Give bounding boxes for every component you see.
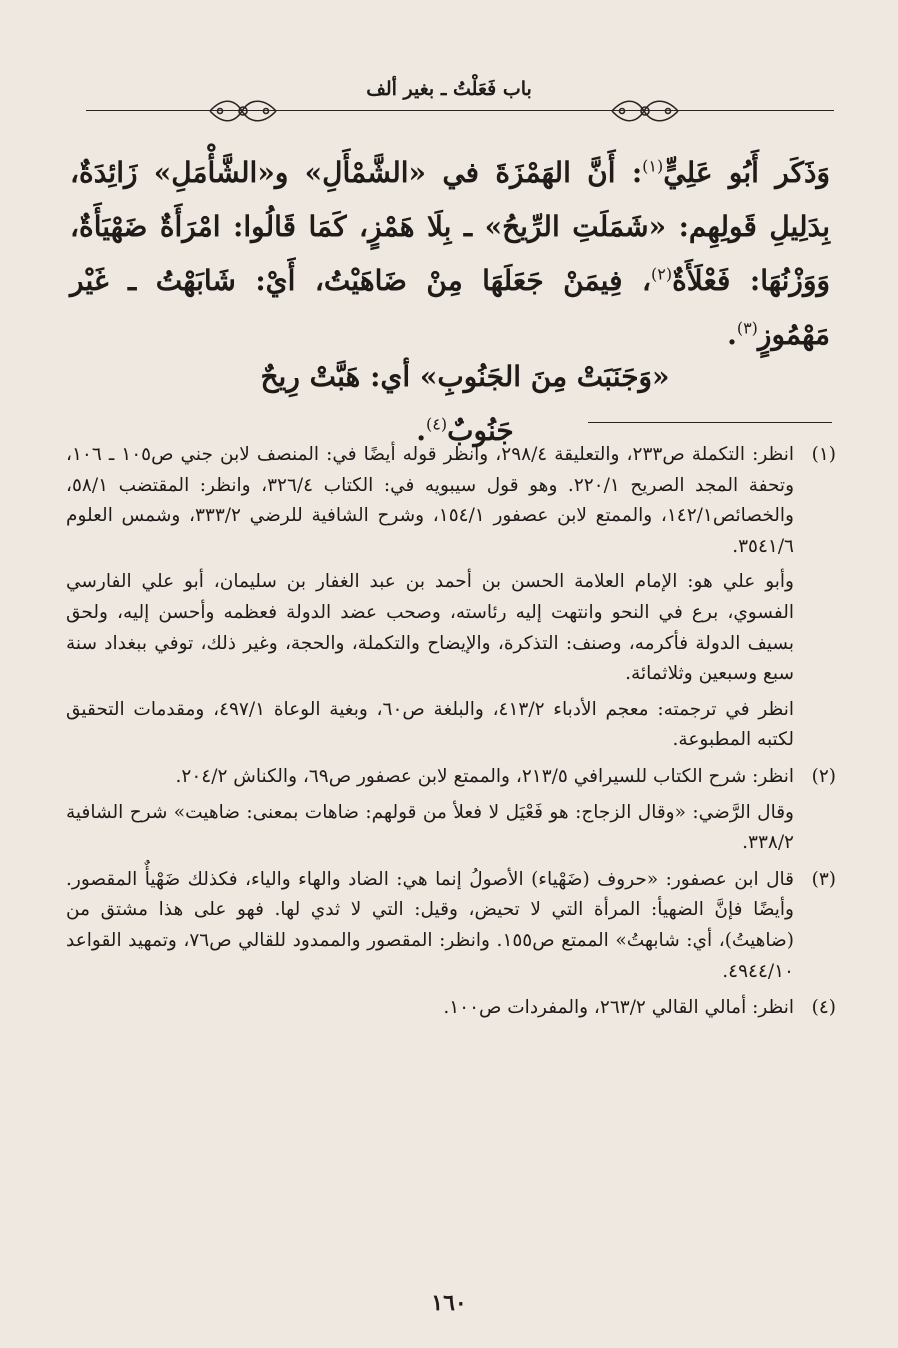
text-segment: «وَجَنَبَتْ مِنَ الجَنُوبِ» أي: هَبَّتْ رِيحٌ جَنُوبٌ: [260, 360, 670, 447]
footnote-paragraph: وقال الرَّضي: «وقال الزجاج: هو فَعْيَل لا فعلأ من قولهم: ضاهات بمعنى: ضاهيت» شرح الشافية ٣٣٨/٢.: [66, 801, 794, 854]
text-segment: وَذَكَر أَبُو عَلِيٍّ: [663, 156, 830, 189]
footnote-number: (٤): [811, 997, 836, 1019]
header-divider: [86, 110, 834, 111]
footnote: [66, 993, 836, 1024]
ornament-left-icon: [208, 92, 278, 130]
page-number: ١٦٠: [431, 1290, 467, 1316]
footnote-ref: (٢): [651, 264, 673, 284]
footnote-paragraph: انظر: أمالي القالي ٢٦٣/٢، والمفردات ص١٠٠.: [443, 997, 794, 1019]
footnote-separator: [588, 422, 832, 423]
footnote-paragraph: انظر في ترجمته: معجم الأدباء ٤١٣/٢، والبلغة ص٦٠، وبغية الوعاة ٤٩٧/١، ومقدمات التحقيق لكتبه المطبوعة.: [66, 698, 795, 751]
chapter-title: باب فَعَلْتُ ـ بغير ألف: [366, 78, 532, 100]
text-segment: .: [727, 318, 737, 351]
main-text: [70, 146, 830, 362]
footnote-number: (٣): [811, 868, 836, 890]
footnote-ref: (٤): [426, 414, 448, 434]
footnote-paragraph: انظر: شرح الكتاب للسيرافي ٢١٣/٥، والممتع لابن عصفور ص٦٩، والكناش ٢٠٤/٢.: [175, 765, 794, 787]
footnote-number: (٢): [811, 765, 836, 787]
footnote-paragraph: قال ابن عصفور: «حروف (ضَهْياء) الأصولُ إنما هي: الضاد والهاء والياء، فكذلك ضَهْيأٌ المقصور. وأيضًا فإنَّ الضهيأ: المرأة التي لا تحيض، وقيل: التي لا ثدي لها. فهو على هذا مشتق من (ضاهيتُ)، أي: شابهتُ» الممتع ص١٥٥. وانظر: المقصور والممدود للقالي ص٧٦، وتمهيد القواعد ٤٩٤٤/١٠.: [66, 868, 794, 982]
text-segment: ، فِيمَنْ جَعَلَهَا مِنْ ضَاهَيْتُ، أَيْ: شَابَهْتُ ـ غَيْر مَهْمُوزٍ: [70, 264, 830, 351]
footnote-paragraph: انظر: التكملة ص٢٣٣، والتعليقة ٢٩٨/٤، وانظر قوله أيضًا في: المنصف لابن جني ص١٠٥ ـ ١٠٦، وتحفة المجد الصريح ٢٢٠/١. وهو قول سيبويه في: الكتاب ٣٢٦/٤، وانظر: المقتضب ٥٨/١، والخصائص١٤٢/١، والممتع لابن عصفور ١٥٤/١، وشرح الشافية للرضي ٣٣٣/٢، وشمس العلوم ٣٥٤١/٦.: [66, 444, 794, 557]
footnote: [66, 762, 836, 859]
footnote: [66, 865, 836, 987]
text-segment: .: [416, 414, 427, 447]
footnote-ref: (٣): [736, 318, 758, 338]
footnote-ref: (١): [642, 156, 664, 176]
text-segment: : أَنَّ الهَمْزَةَ في «الشَّمْأَلِ» و«الشَّأْمَلِ» زَائِدَةٌ، بِدَلِيلِ قَولِهِم: «شَمَلَتِ الرِّيحُ» ـ بِلَا هَمْزٍ، كَمَا قَالُوا: امْرَأَةٌ ضَهْيَأَةٌ، وَوَزْنُهَا: فَعْلَأَةٌ: [70, 156, 830, 297]
footnote: [66, 440, 836, 756]
footnote-paragraph: وأبو علي هو: الإمام العلامة الحسن بن أحمد بن عبد الغفار بن سليمان، أبو علي الفارسي الفسوي، برع في النحو وانتهت إليه رئاسته، وصحب عضد الدولة فعظمه وأحسن إليه، ولحق بسيف الدولة فأكرمه، وصنف: التذكرة، والإيضاح والتكملة، والحجة، وغير ذلك، توفي ببغداد سنة سبع وسبعين وثلاثمائة.: [66, 571, 794, 685]
ornament-right-icon: [610, 92, 680, 130]
footnotes: [66, 440, 836, 1030]
footnote-number: (١): [811, 444, 836, 465]
